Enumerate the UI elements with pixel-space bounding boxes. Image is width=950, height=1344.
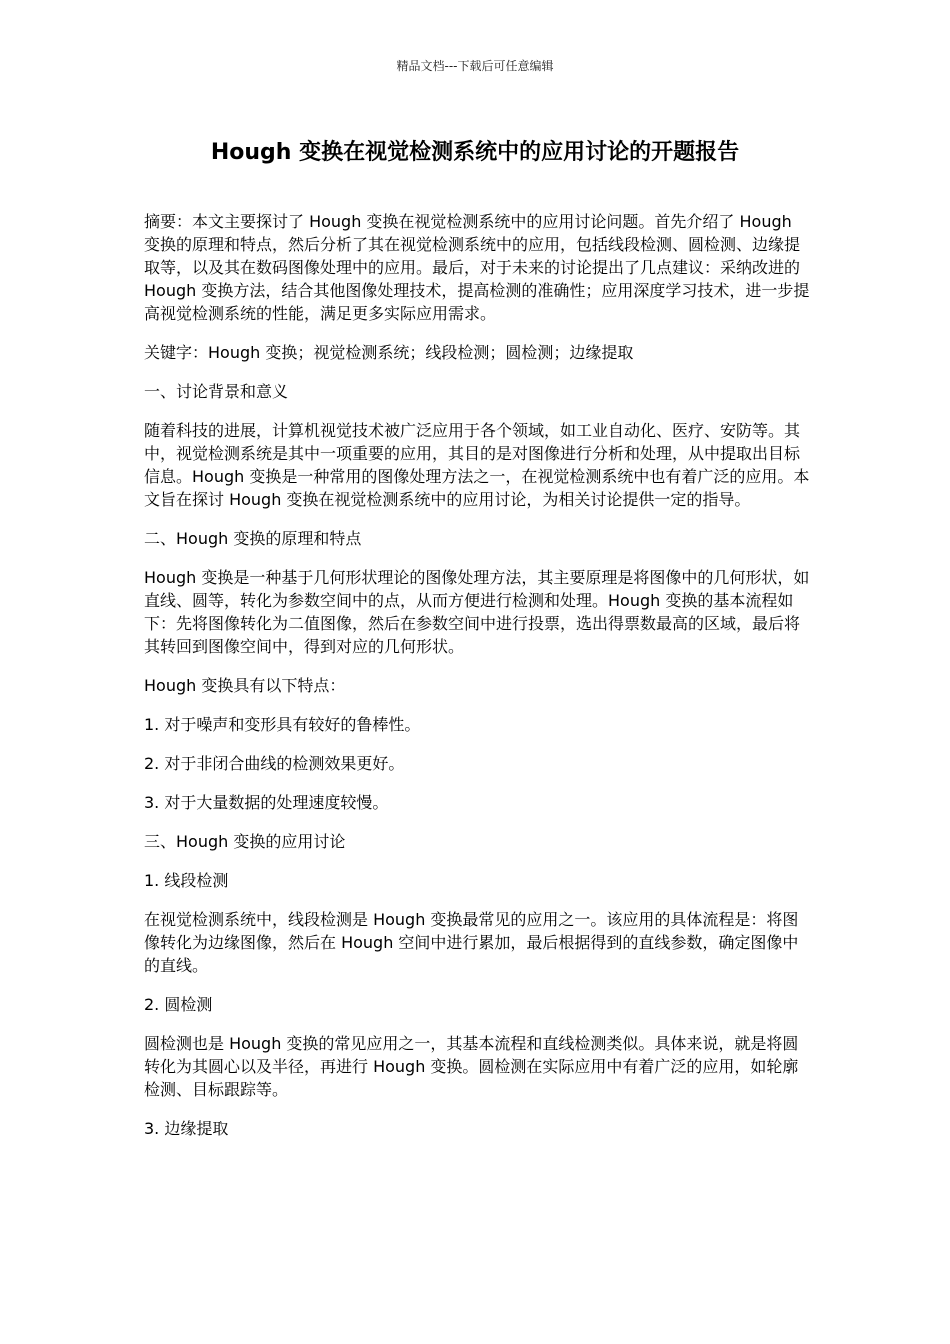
subsection-heading: 2. 圆检测 <box>144 995 213 1014</box>
section-heading: 三、Hough 变换的应用讨论 <box>144 832 346 851</box>
abstract-paragraph: 摘要：本文主要探讨了 Hough 变换在视觉检测系统中的应用讨论问题。首先介绍了 Hough 变换的原理和特点，然后分析了其在视觉检测系统中的应用，包括线段检测、圆检测、边缘提取等，以及其在数码图像处理中的应用。最后，对于未来的讨论提出了几点建议：采纳改进的 Hough 变换方法，结合其他图像处理技术，提高检测的准确性；应用深度学习技术，进一步提高视觉检测系统的性能，满足更多实际应用需求。 <box>144 212 810 323</box>
document-title: Hough 变换在视觉检测系统中的应用讨论的开题报告 <box>210 140 740 165</box>
section-heading: 一、讨论背景和意义 <box>144 382 289 401</box>
body-paragraph: 随着科技的进展，计算机视觉技术被广泛应用于各个领域，如工业自动化、医疗、安防等。其中，视觉检测系统是其中一项重要的应用，其目的是对图像进行分析和处理，从中提取出目标信息。Hough 变换是一种常用的图像处理方法之一，在视觉检测系统中也有着广泛的应用。本文旨在探讨 Hough 变换在视觉检测系统中的应用讨论，为相关讨论提供一定的指导。 <box>144 421 810 509</box>
list-item: 2. 对于非闭合曲线的检测效果更好。 <box>144 754 405 773</box>
features-intro: Hough 变换具有以下特点： <box>144 676 346 695</box>
keywords-paragraph: 关键字：Hough 变换；视觉检测系统；线段检测；圆检测；边缘提取 <box>144 343 634 362</box>
subsection-heading: 3. 边缘提取 <box>144 1119 229 1138</box>
subsection-heading: 1. 线段检测 <box>144 871 229 890</box>
body-paragraph: Hough 变换是一种基于几何形状理论的图像处理方法，其主要原理是将图像中的几何形状，如直线、圆等，转化为参数空间中的点，从而方便进行检测和处理。Hough 变换的基本流程如下：先将图像转化为二值图像，然后在参数空间中进行投票，选出得票数最高的区域，最后将其转回到图像空间中，得到对应的几何形状。 <box>144 568 810 656</box>
list-item: 3. 对于大量数据的处理速度较慢。 <box>144 793 389 812</box>
body-paragraph: 在视觉检测系统中，线段检测是 Hough 变换最常见的应用之一。该应用的具体流程是：将图像转化为边缘图像，然后在 Hough 空间中进行累加，最后根据得到的直线参数，确定图像中的直线。 <box>144 910 799 975</box>
page-header: 精品文档---下载后可任意编辑 <box>396 59 554 73</box>
body-paragraph: 圆检测也是 Hough 变换的常见应用之一，其基本流程和直线检测类似。具体来说，就是将圆转化为其圆心以及半径，再进行 Hough 变换。圆检测在实际应用中有着广泛的应用，如轮廓检测、目标跟踪等。 <box>144 1034 799 1099</box>
document-body <box>144 210 812 1156</box>
section-heading: 二、Hough 变换的原理和特点 <box>144 529 362 548</box>
list-item: 1. 对于噪声和变形具有较好的鲁棒性。 <box>144 715 421 734</box>
